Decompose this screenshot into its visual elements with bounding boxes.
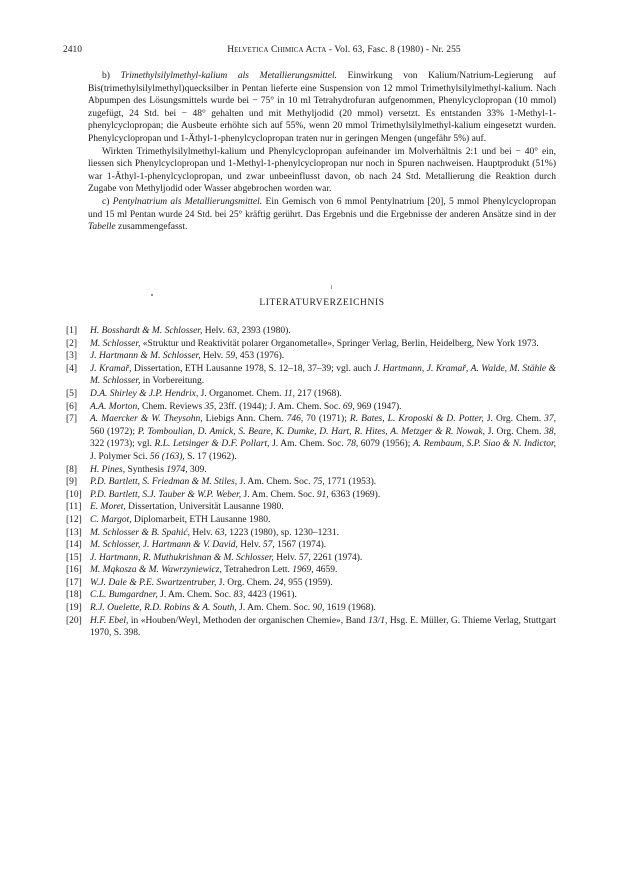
reference-text bbox=[90, 564, 556, 577]
paragraph-text: Wirkten Trimethylsilylmethyl-kalium und Phenylcyclopropan aufeinander im Molverhältnis 2:1 und bei − 40° ein, liessen sich Phenylcyclopropan und 1-Methyl-1-phenylcyclopropan nur noch in Spuren nachweisen. Hauptprodukt (51%) war 1-Äthyl-1-phenylcyclopropan, und zwar unbeeinflusst davon, ob nach 24 Std. Metallierung die Reaktion durch Zugabe von Methyljodid oder Wasser abgebrochen worden war. bbox=[88, 146, 556, 195]
reference-text bbox=[90, 325, 556, 338]
reference-italic: P.D. Bartlett, S. Friedman & M. Stiles, bbox=[90, 477, 238, 488]
reference-italic: 1974, bbox=[166, 464, 188, 475]
reference-segment: 322 (1973); vgl. bbox=[90, 439, 155, 450]
reference-item bbox=[66, 552, 556, 565]
reference-segment: J. Am. Chem. Soc. bbox=[269, 439, 347, 450]
reference-italic: R.J. Ouelette, R.D. Robins & A. South, bbox=[90, 603, 237, 614]
reference-segment: in Vorbereitung. bbox=[140, 376, 205, 387]
reference-segment: 955 (1959). bbox=[285, 577, 333, 588]
reference-segment: S. 17 (1962). bbox=[184, 451, 237, 462]
reference-italic: 57, bbox=[262, 540, 275, 551]
reference-italic: M. Mąkosza & M. Wawrzyniewicz, bbox=[90, 565, 222, 576]
reference-segment: Hsg. E. Müller, G. Thieme Verlag, Stuttgart 1970, S. 398. bbox=[90, 615, 556, 639]
reference-segment: 969 (1947). bbox=[354, 401, 402, 412]
reference-text bbox=[90, 363, 556, 388]
reference-segment: 23ff. (1944); J. Am. Chem. Soc. bbox=[216, 401, 343, 412]
reference-item bbox=[66, 501, 556, 514]
reference-number: [4] bbox=[66, 363, 78, 374]
reference-segment: J. Am. Chem. Soc. bbox=[157, 590, 234, 601]
reference-text bbox=[90, 413, 556, 463]
reference-italic: 11, bbox=[283, 388, 296, 399]
reference-number: [12] bbox=[66, 514, 82, 525]
reference-number: [16] bbox=[66, 565, 82, 576]
reference-segment: J. Polymer Sci. bbox=[90, 451, 150, 462]
reference-number: [1] bbox=[66, 326, 78, 336]
reference-segment: Dissertation, ETH Lausanne 1978, S. 12–18, 37–39; vgl. auch bbox=[131, 363, 374, 374]
paragraph-tail: zusammengefasst. bbox=[115, 222, 188, 233]
reference-item bbox=[66, 476, 556, 489]
reference-italic: R.L. Letsinger & D.F. Pollart, bbox=[154, 439, 270, 450]
reference-segment: J. Org. Chem. bbox=[484, 426, 545, 437]
reference-item bbox=[66, 589, 556, 602]
print-mark bbox=[331, 285, 332, 289]
reference-italic: 37, bbox=[544, 414, 557, 425]
reference-italic: 24, bbox=[274, 577, 286, 588]
reference-segment: Helv. bbox=[237, 540, 263, 551]
reference-italic: A. Rembaum, S.P. Siao & N. Indictor, bbox=[412, 439, 557, 450]
reference-text bbox=[90, 577, 556, 590]
reference-segment: Helv. bbox=[190, 527, 215, 538]
reference-text bbox=[90, 527, 556, 540]
paragraph-label: b) bbox=[102, 71, 121, 81]
reference-segment: Helv. bbox=[273, 552, 299, 563]
reference-italic: J. Hartmann, R. Muthukrishnan & M. Schlosser, bbox=[90, 552, 274, 563]
reference-italic: 90, bbox=[312, 603, 325, 614]
reference-italic: C.L. Bumgardner, bbox=[90, 590, 158, 601]
reference-segment: J. Organomet. Chem. bbox=[198, 388, 284, 399]
reference-segment: in «Houben/Weyl, Methoden der organischen Chemie», Band bbox=[128, 615, 369, 626]
reference-segment: 1567 (1974). bbox=[274, 540, 327, 551]
reference-text bbox=[90, 489, 556, 502]
reference-italic: R. Bates, L. Kroposki & D. Potter, bbox=[349, 414, 484, 425]
reference-segment: J. Am. Chem. Soc. bbox=[236, 603, 313, 614]
reference-text bbox=[90, 388, 556, 401]
reference-segment: 560 (1972); bbox=[90, 426, 138, 437]
reference-item bbox=[66, 489, 556, 502]
reference-segment: J. Am. Chem. Soc. bbox=[237, 477, 313, 488]
reference-italic: 13/1, bbox=[368, 615, 388, 626]
reference-item bbox=[66, 527, 556, 540]
reference-segment: 1223 (1980), sp. 1230–1231. bbox=[226, 527, 340, 538]
reference-number: [11] bbox=[66, 502, 82, 513]
page-number: 2410 bbox=[63, 45, 82, 55]
reference-segment: 6363 (1969). bbox=[328, 489, 381, 500]
reference-italic: J. Hartmann, J. Kramař, A. Walde, M. Stähle & M. Schlosser, bbox=[90, 363, 556, 387]
reference-segment: 6079 (1956); bbox=[358, 439, 413, 450]
reference-text bbox=[90, 476, 556, 489]
reference-item bbox=[66, 325, 556, 338]
reference-segment: Diplomarbeit, ETH Lausanne 1980. bbox=[131, 514, 271, 525]
experimental-section bbox=[88, 70, 556, 234]
reference-italic: M. Schlosser, bbox=[90, 338, 141, 349]
reference-italic: P.D. Bartlett, S.J. Tauber & W.P. Weber, bbox=[90, 489, 242, 500]
reference-italic: M. Schlosser, J. Hartmann & V. David, bbox=[90, 540, 238, 551]
reference-item bbox=[66, 338, 556, 351]
reference-item bbox=[66, 539, 556, 552]
reference-italic: 75, bbox=[312, 477, 325, 488]
reference-italic: 35, bbox=[204, 401, 217, 412]
reference-text bbox=[90, 338, 556, 351]
reference-text bbox=[90, 401, 556, 414]
reference-text bbox=[90, 539, 556, 552]
paragraph-label: c) bbox=[102, 196, 113, 207]
paragraph-c bbox=[88, 196, 556, 234]
reference-segment: 70 (1971); bbox=[303, 414, 350, 425]
reference-item bbox=[66, 464, 556, 477]
reference-number: [17] bbox=[66, 577, 82, 588]
reference-number: [5] bbox=[66, 388, 78, 399]
reference-item bbox=[66, 564, 556, 577]
reference-text bbox=[90, 501, 556, 514]
reference-italic: A.A. Morton, bbox=[90, 401, 140, 412]
reference-italic: M. Schlosser & B. Spahić, bbox=[90, 527, 191, 538]
reference-italic: 69, bbox=[342, 401, 355, 412]
reference-item bbox=[66, 388, 556, 401]
reference-italic: P. Tomboulian, D. Amick, S. Beare, K. Dumke, D. Hart, R. Hites, A. Metzger & R. Nowak, bbox=[137, 426, 485, 437]
reference-segment: 309. bbox=[187, 464, 207, 475]
reference-italic: 91, bbox=[316, 489, 329, 500]
reference-italic: 746, bbox=[286, 414, 304, 425]
reference-number: [18] bbox=[66, 590, 82, 601]
references-heading: LITERATURVERZEICHNIS bbox=[259, 298, 385, 308]
reference-italic: 57, bbox=[298, 552, 311, 563]
reference-italic: 59, bbox=[225, 351, 238, 362]
reference-item bbox=[66, 514, 556, 527]
paragraph-b-continued bbox=[88, 146, 556, 196]
reference-number: [14] bbox=[66, 540, 82, 551]
reference-item bbox=[66, 413, 556, 463]
reference-segment: Dissertation, Universität Lausanne 1980. bbox=[125, 502, 284, 513]
reference-segment: Chem. Reviews bbox=[139, 401, 205, 412]
reference-segment: Helv. bbox=[200, 351, 226, 362]
reference-number: [15] bbox=[66, 552, 82, 563]
reference-segment: Liebigs Ann. Chem. bbox=[202, 414, 287, 425]
reference-italic: J. Kramař, bbox=[90, 363, 132, 374]
reference-item bbox=[66, 401, 556, 414]
reference-text bbox=[90, 350, 556, 363]
reference-italic: 56 (163), bbox=[149, 451, 185, 462]
reference-italic: H. Bosshardt & M. Schlosser, bbox=[90, 326, 203, 336]
reference-number: [3] bbox=[66, 351, 78, 362]
reference-number: [7] bbox=[66, 414, 78, 425]
print-speck bbox=[151, 294, 153, 296]
reference-italic: A. Maercker & W. Theysohn, bbox=[90, 414, 203, 425]
paragraph-title: Pentylnatrium als Metallierungsmittel. bbox=[112, 196, 263, 207]
reference-text bbox=[90, 464, 556, 477]
reference-italic: 1969, bbox=[292, 565, 314, 576]
paragraph-title: Trimethylsilylmethyl-kalium als Metallierungsmittel. bbox=[120, 71, 337, 81]
paragraph-text: Einwirkung von Kalium/Natrium-Legierung auf Bis(trimethylsilylmethyl)quecksilber in Pentan lieferte eine Suspension von 12 mmol Trimethylsilylmethyl-kalium. Nach Abpumpen des Lösungsmittels wurde bei − 75° in 10 ml Tetrahydrofuran aufgenommen, Phenylcyclopropan (10 mmol) zugefügt, 24 Std. bei − 48° gehalten und mit Methyljodid (20 mmol) versetzt. Es entstanden 33% 1-Methyl-1-phenylcyclopropan; die Ausbeute erhöhte sich auf 55%, wenn 20 mmol Trimethylsilylmethyl-kalium eingesetzt wurden. Phenylcyclopropan und 1-Äthyl-1-phenylcyclopropan traten nur in geringen Mengen (ungefähr 5%) auf. bbox=[88, 71, 556, 144]
reference-number: [9] bbox=[66, 477, 78, 488]
reference-item bbox=[66, 363, 556, 388]
journal-citation bbox=[123, 44, 565, 57]
reference-italic: 63, bbox=[227, 326, 240, 336]
reference-segment: J. Org. Chem. bbox=[216, 577, 275, 588]
reference-italic: H.F. Ebel, bbox=[90, 615, 129, 626]
reference-segment: 4423 (1961). bbox=[245, 590, 297, 601]
reference-segment: 1619 (1968). bbox=[324, 603, 376, 614]
reference-segment: 453 (1976). bbox=[237, 351, 285, 362]
paragraph-text: Ein Gemisch von 6 mmol Pentylnatrium [20], 5 mmol Phenylcyclopropan und 15 ml Pentan wurde 24 Std. bei 25° kräftig gerührt. Das Ergebnis und die Ergebnisse der anderen Ansätze sind in der bbox=[88, 196, 557, 220]
reference-number: [6] bbox=[66, 401, 78, 412]
reference-number: [13] bbox=[66, 527, 82, 538]
reference-italic: 83, bbox=[233, 590, 246, 601]
reference-item bbox=[66, 615, 556, 640]
reference-italic: D.A. Shirley & J.P. Hendrix, bbox=[90, 388, 199, 399]
reference-segment: J. Org. Chem. bbox=[483, 414, 545, 425]
reference-segment: 217 (1968). bbox=[295, 388, 342, 399]
issue-info: - Vol. 63, Fasc. 8 (1980) - Nr. 255 bbox=[326, 45, 461, 55]
reference-italic: J. Hartmann & M. Schlosser, bbox=[90, 351, 201, 362]
reference-segment: 2261 (1974). bbox=[310, 552, 363, 563]
reference-segment: «Struktur und Reaktivität polarer Organometalle», Springer Verlag, Berlin, Heidelberg, New York 1973. bbox=[140, 338, 539, 349]
reference-segment: Synthesis bbox=[125, 464, 167, 475]
running-header bbox=[63, 44, 565, 57]
reference-italic: 78, bbox=[346, 439, 359, 450]
reference-italic: 63, bbox=[215, 527, 227, 538]
paragraph-b bbox=[88, 70, 556, 146]
reference-text bbox=[90, 552, 556, 565]
reference-text bbox=[90, 514, 556, 527]
journal-name: Helvetica Chimica Acta bbox=[227, 45, 327, 55]
reference-italic: H. Pines, bbox=[90, 464, 126, 475]
reference-segment: 2393 (1980). bbox=[239, 326, 291, 336]
reference-item bbox=[66, 577, 556, 590]
reference-italic: C. Margot, bbox=[90, 514, 132, 525]
reference-segment: 1771 (1953). bbox=[324, 477, 377, 488]
reference-italic: 38, bbox=[544, 426, 556, 437]
reference-item bbox=[66, 350, 556, 363]
reference-item bbox=[66, 602, 556, 615]
reference-italic: E. Moret, bbox=[90, 502, 126, 513]
reference-segment: J. Am. Chem. Soc. bbox=[241, 489, 317, 500]
reference-text bbox=[90, 602, 556, 615]
reference-segment: Tetrahedron Lett. bbox=[221, 565, 293, 576]
reference-text bbox=[90, 615, 556, 640]
reference-number: [2] bbox=[66, 338, 78, 349]
table-reference: Tabelle bbox=[88, 222, 116, 233]
reference-italic: W.J. Dale & P.E. Swartzentruber, bbox=[90, 577, 217, 588]
reference-list bbox=[66, 325, 556, 640]
reference-text bbox=[90, 589, 556, 602]
reference-segment: 4659. bbox=[313, 565, 338, 576]
reference-number: [8] bbox=[66, 464, 78, 475]
reference-number: [10] bbox=[66, 489, 82, 500]
reference-segment: Helv. bbox=[202, 326, 228, 336]
reference-number: [20] bbox=[66, 615, 82, 626]
reference-number: [19] bbox=[66, 603, 82, 614]
